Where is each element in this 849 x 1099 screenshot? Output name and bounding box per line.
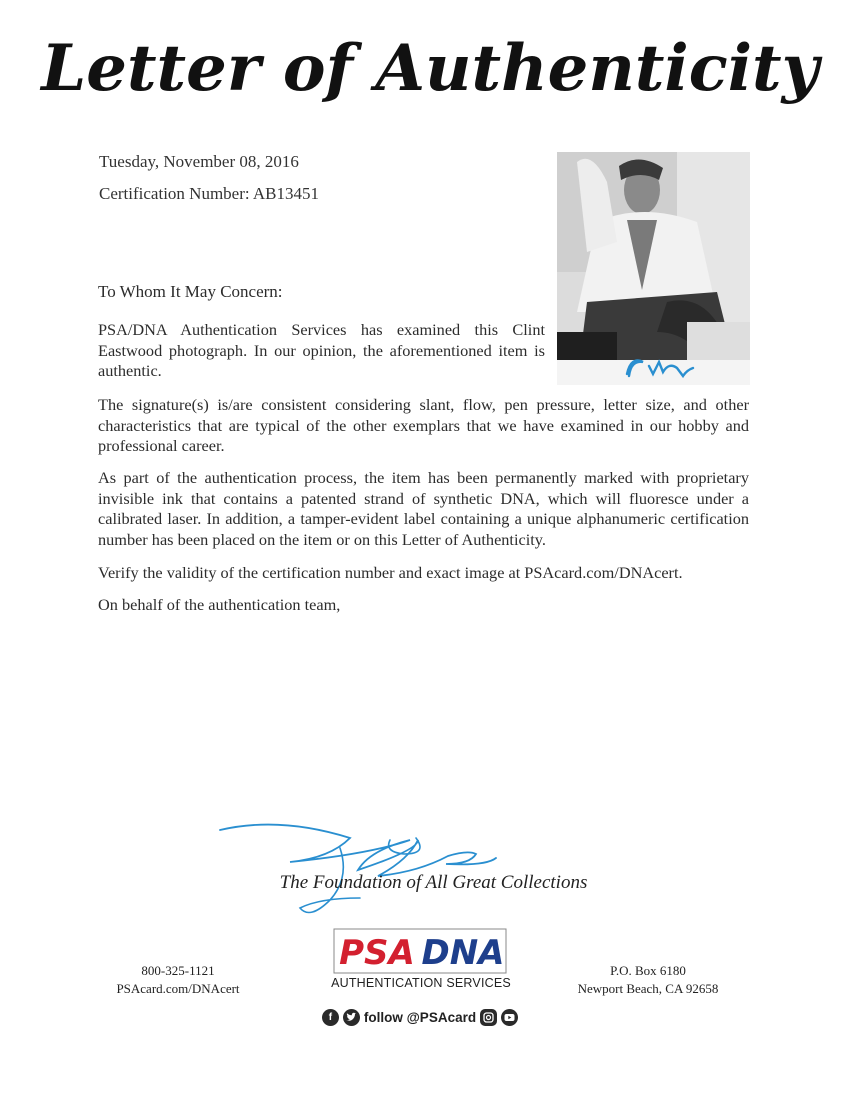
psa-dna-logo [333, 928, 507, 974]
authentication-services-label: AUTHENTICATION SERVICES [331, 976, 511, 990]
footer-tagline: The Foundation of All Great Collections [279, 872, 588, 893]
paragraph-signature-consistency: The signature(s) is/are consistent considering slant, flow, pen pressure, letter size, and other characteristics that are typical of the other exemplars that we have examined in our hobby and professional career. [98, 395, 749, 456]
photo-image [557, 152, 750, 385]
footer-website: PSAcard.com/DNAcert [116, 981, 240, 996]
facebook-icon[interactable]: f [322, 1009, 339, 1026]
paragraph-examination: PSA/DNA Authentication Services has examined this Clint Eastwood photograph. In our opinion, the aforementioned item is authentic. [98, 320, 545, 381]
certification-number: Certification Number: AB13451 [99, 184, 320, 203]
footer-contact-left [108, 962, 248, 998]
paragraph-authentication-process: As part of the authentication process, the item has been permanently marked with proprietary invisible ink that contains a patented strand of synthetic DNA, which will fluoresce under a calibrated laser. In addition, a tamper-evident label containing a unique alphanumeric certification number has been placed on the item or on this Letter of Authenticity. [98, 468, 749, 549]
svg-text:DNA: DNA [421, 933, 505, 973]
social-follow-row [320, 1006, 520, 1028]
youtube-icon[interactable] [501, 1009, 518, 1026]
footer-po-box: P.O. Box 6180 [610, 963, 686, 978]
salutation: To Whom It May Concern: [98, 282, 283, 301]
footer-phone: 800-325-1121 [141, 963, 215, 978]
paragraph-verify: Verify the validity of the certification number and exact image at PSAcard.com/DNAcert. [98, 563, 683, 582]
closing-line: On behalf of the authentication team, [98, 595, 341, 614]
svg-text:Letter of Authenticity: Letter of Authenticity [41, 31, 819, 106]
follow-handle[interactable]: follow @PSAcard [363, 1009, 477, 1025]
svg-text:PSA: PSA [339, 933, 415, 973]
letter-title-script [41, 18, 819, 118]
letter-date: Tuesday, November 08, 2016 [99, 152, 299, 171]
letter-title [41, 18, 819, 118]
instagram-icon[interactable] [480, 1009, 497, 1026]
psa-dna-logo-mark [333, 928, 507, 974]
footer-city: Newport Beach, CA 92658 [577, 981, 719, 996]
authenticated-photo [557, 152, 750, 385]
twitter-icon[interactable] [343, 1009, 360, 1026]
footer-contact-right [568, 962, 728, 998]
